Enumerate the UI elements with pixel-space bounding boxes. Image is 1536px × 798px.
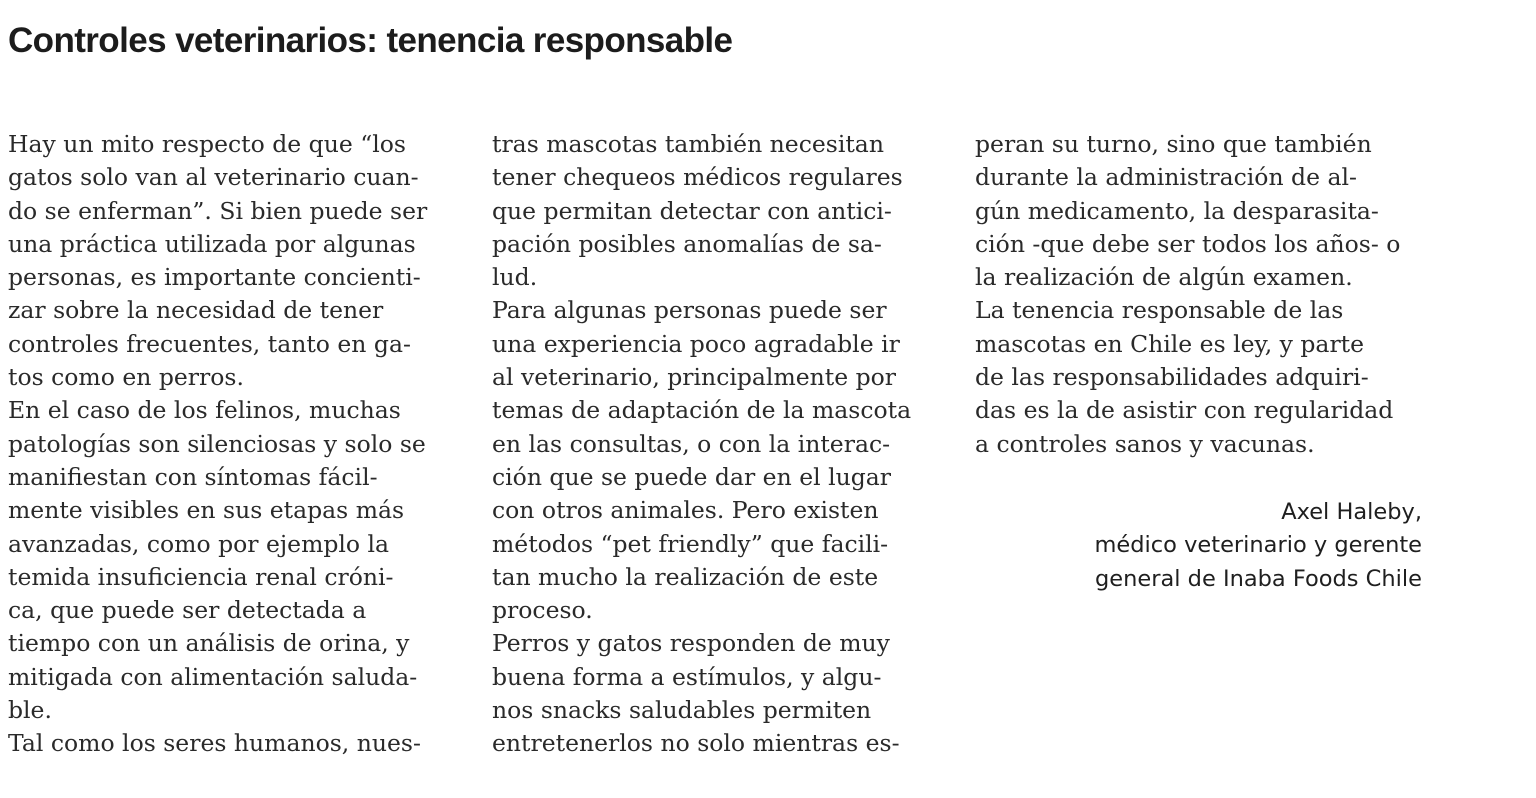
text-line: lud.: [492, 263, 538, 292]
text-line: zar sobre la necesidad de tener: [8, 296, 384, 325]
text-line: avanzadas, como por ejemplo la: [8, 529, 390, 558]
text-line: gún medicamento, la desparasita-: [975, 196, 1379, 225]
text-line: Tal como los seres humanos, nues-: [8, 729, 421, 758]
text-line: tras mascotas también necesitan: [492, 130, 884, 158]
text-line: Hay un mito respecto de que “los: [8, 130, 406, 158]
text-line: de las responsabilidades adquiri-: [975, 363, 1369, 392]
text-line: ción -que debe ser todos los años- o: [975, 229, 1401, 258]
text-line: con otros animales. Pero existen: [492, 496, 879, 525]
text-line: La tenencia responsable de las: [975, 296, 1344, 325]
text-line: En el caso de los felinos, muchas: [8, 396, 401, 425]
text-line: ca, que puede ser detectada a: [8, 596, 367, 625]
text-line: personas, es importante concienti-: [8, 263, 421, 292]
text-line: do se enferman”. Si bien puede ser: [8, 196, 428, 225]
text-line: Perros y gatos responden de muy: [492, 629, 890, 658]
text-line: al veterinario, principalmente por: [492, 363, 897, 392]
text-line: una práctica utilizada por algunas: [8, 229, 416, 258]
text-line: que permitan detectar con antici-: [492, 196, 892, 225]
author-role: médico veterinario y gerente: [1094, 532, 1422, 559]
text-line: patologías son silenciosas y solo se: [8, 429, 426, 458]
text-line: tan mucho la realización de este: [492, 562, 879, 591]
text-line: buena forma a estímulos, y algu-: [492, 662, 882, 691]
text-line: controles frecuentes, tanto en ga-: [8, 329, 411, 358]
text-line: tener chequeos médicos regulares: [492, 163, 903, 192]
article-column-1: [8, 128, 468, 761]
text-line: durante la administración de al-: [975, 163, 1357, 192]
text-line: una experiencia poco agradable ir: [492, 329, 900, 358]
text-line: tiempo con un análisis de orina, y: [8, 629, 410, 658]
text-line: en las consultas, o con la interac-: [492, 429, 891, 458]
text-line: das es la de asistir con regularidad: [975, 396, 1394, 425]
text-line: temas de adaptación de la mascota: [492, 396, 912, 425]
article-column-2: [492, 128, 952, 761]
text-line: tos como en perros.: [8, 363, 244, 392]
article-column-3: [975, 128, 1435, 461]
text-line: nos snacks saludables permiten: [492, 696, 872, 725]
text-line: a controles sanos y vacunas.: [975, 429, 1315, 458]
text-line: mitigada con alimentación saluda-: [8, 662, 418, 691]
text-line: mente visibles en sus etapas más: [8, 496, 405, 525]
text-line: proceso.: [492, 596, 593, 625]
text-line: mascotas en Chile es ley, y parte: [975, 329, 1365, 358]
author-signature: [1095, 496, 1423, 596]
text-line: Para algunas personas puede ser: [492, 296, 887, 325]
text-line: la realización de algún examen.: [975, 263, 1353, 292]
text-line: ble.: [8, 696, 52, 725]
text-line: peran su turno, sino que también: [975, 130, 1372, 158]
author-company: general de Inaba Foods Chile: [1095, 565, 1422, 592]
text-line: manifiestan con síntomas fácil-: [8, 462, 378, 491]
text-line: ción que se puede dar en el lugar: [492, 462, 892, 491]
text-line: métodos “pet friendly” que facili-: [492, 529, 889, 558]
text-line: temida insuficiencia renal cróni-: [8, 562, 394, 591]
text-line: pación posibles anomalías de sa-: [492, 229, 882, 258]
text-line: gatos solo van al veterinario cuan-: [8, 163, 419, 192]
article-title: Controles veterinarios: tenencia responsable: [8, 21, 733, 60]
author-name: Axel Haleby,: [1281, 499, 1422, 525]
text-line: entretenerlos no solo mientras es-: [492, 729, 900, 758]
